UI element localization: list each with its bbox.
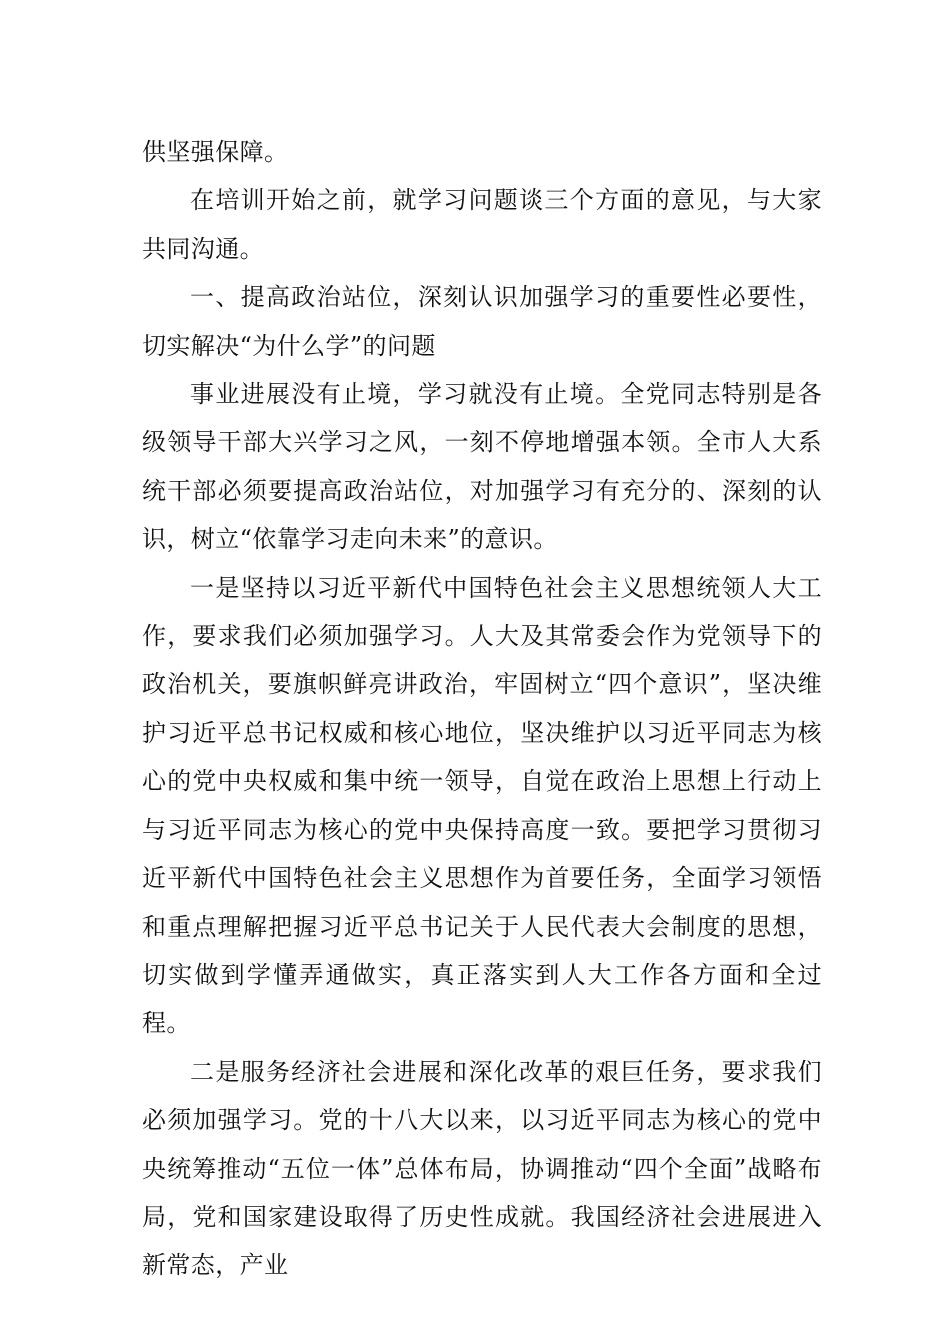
paragraph-point-1: 一是坚持以习近平新代中国特色社会主义思想统领人大工作，要求我们必须加强学习。人大及其常委会作为党领导下的政治机关，要旗帜鲜亮讲政治，牢固树立“四个意识”，坚决维护习近平总书记权威和核心地位，坚决维护以习近平同志为核心的党中央权威和集中统一领导，自觉在政治上思想上行动上与习近平同志为核心的党中央保持高度一致。要把学习贯彻习近平新代中国特色社会主义思想作为首要任务，全面学习领悟和重点理解把握习近平总书记关于人民代表大会制度的思想，切实做到学懂弄通做实，真正落实到人大工作各方面和全过程。 [142,573,822,1038]
paragraph-continuation: 供坚强保障。 [142,138,289,166]
paragraph-point-2: 二是服务经济社会进展和深化改革的艰巨任务，要求我们必须加强学习。党的十八大以来，以习近平同志为核心的党中央统筹推动“五位一体”总体布局，协调推动“四个全面”战略布局，党和国家建设取得了历史性成就。我国经济社会进展进入新常态，产业 [142,1057,822,1280]
paragraph-intro: 在培训开始之前，就学习问题谈三个方面的意见，与大家共同沟通。 [142,186,822,263]
document-body [142,128,822,1290]
section-heading-1: 一、提高政治站位，深刻认识加强学习的重要性必要性，切实解决“为什么学”的问题 [142,283,822,360]
paragraph-body: 事业进展没有止境，学习就没有止境。全党同志特别是各级领导干部大兴学习之风，一刻不停地增强本领。全市人大系统干部必须要提高政治站位，对加强学习有充分的、深刻的认识，树立“依靠学习走向未来”的意识。 [142,380,822,554]
